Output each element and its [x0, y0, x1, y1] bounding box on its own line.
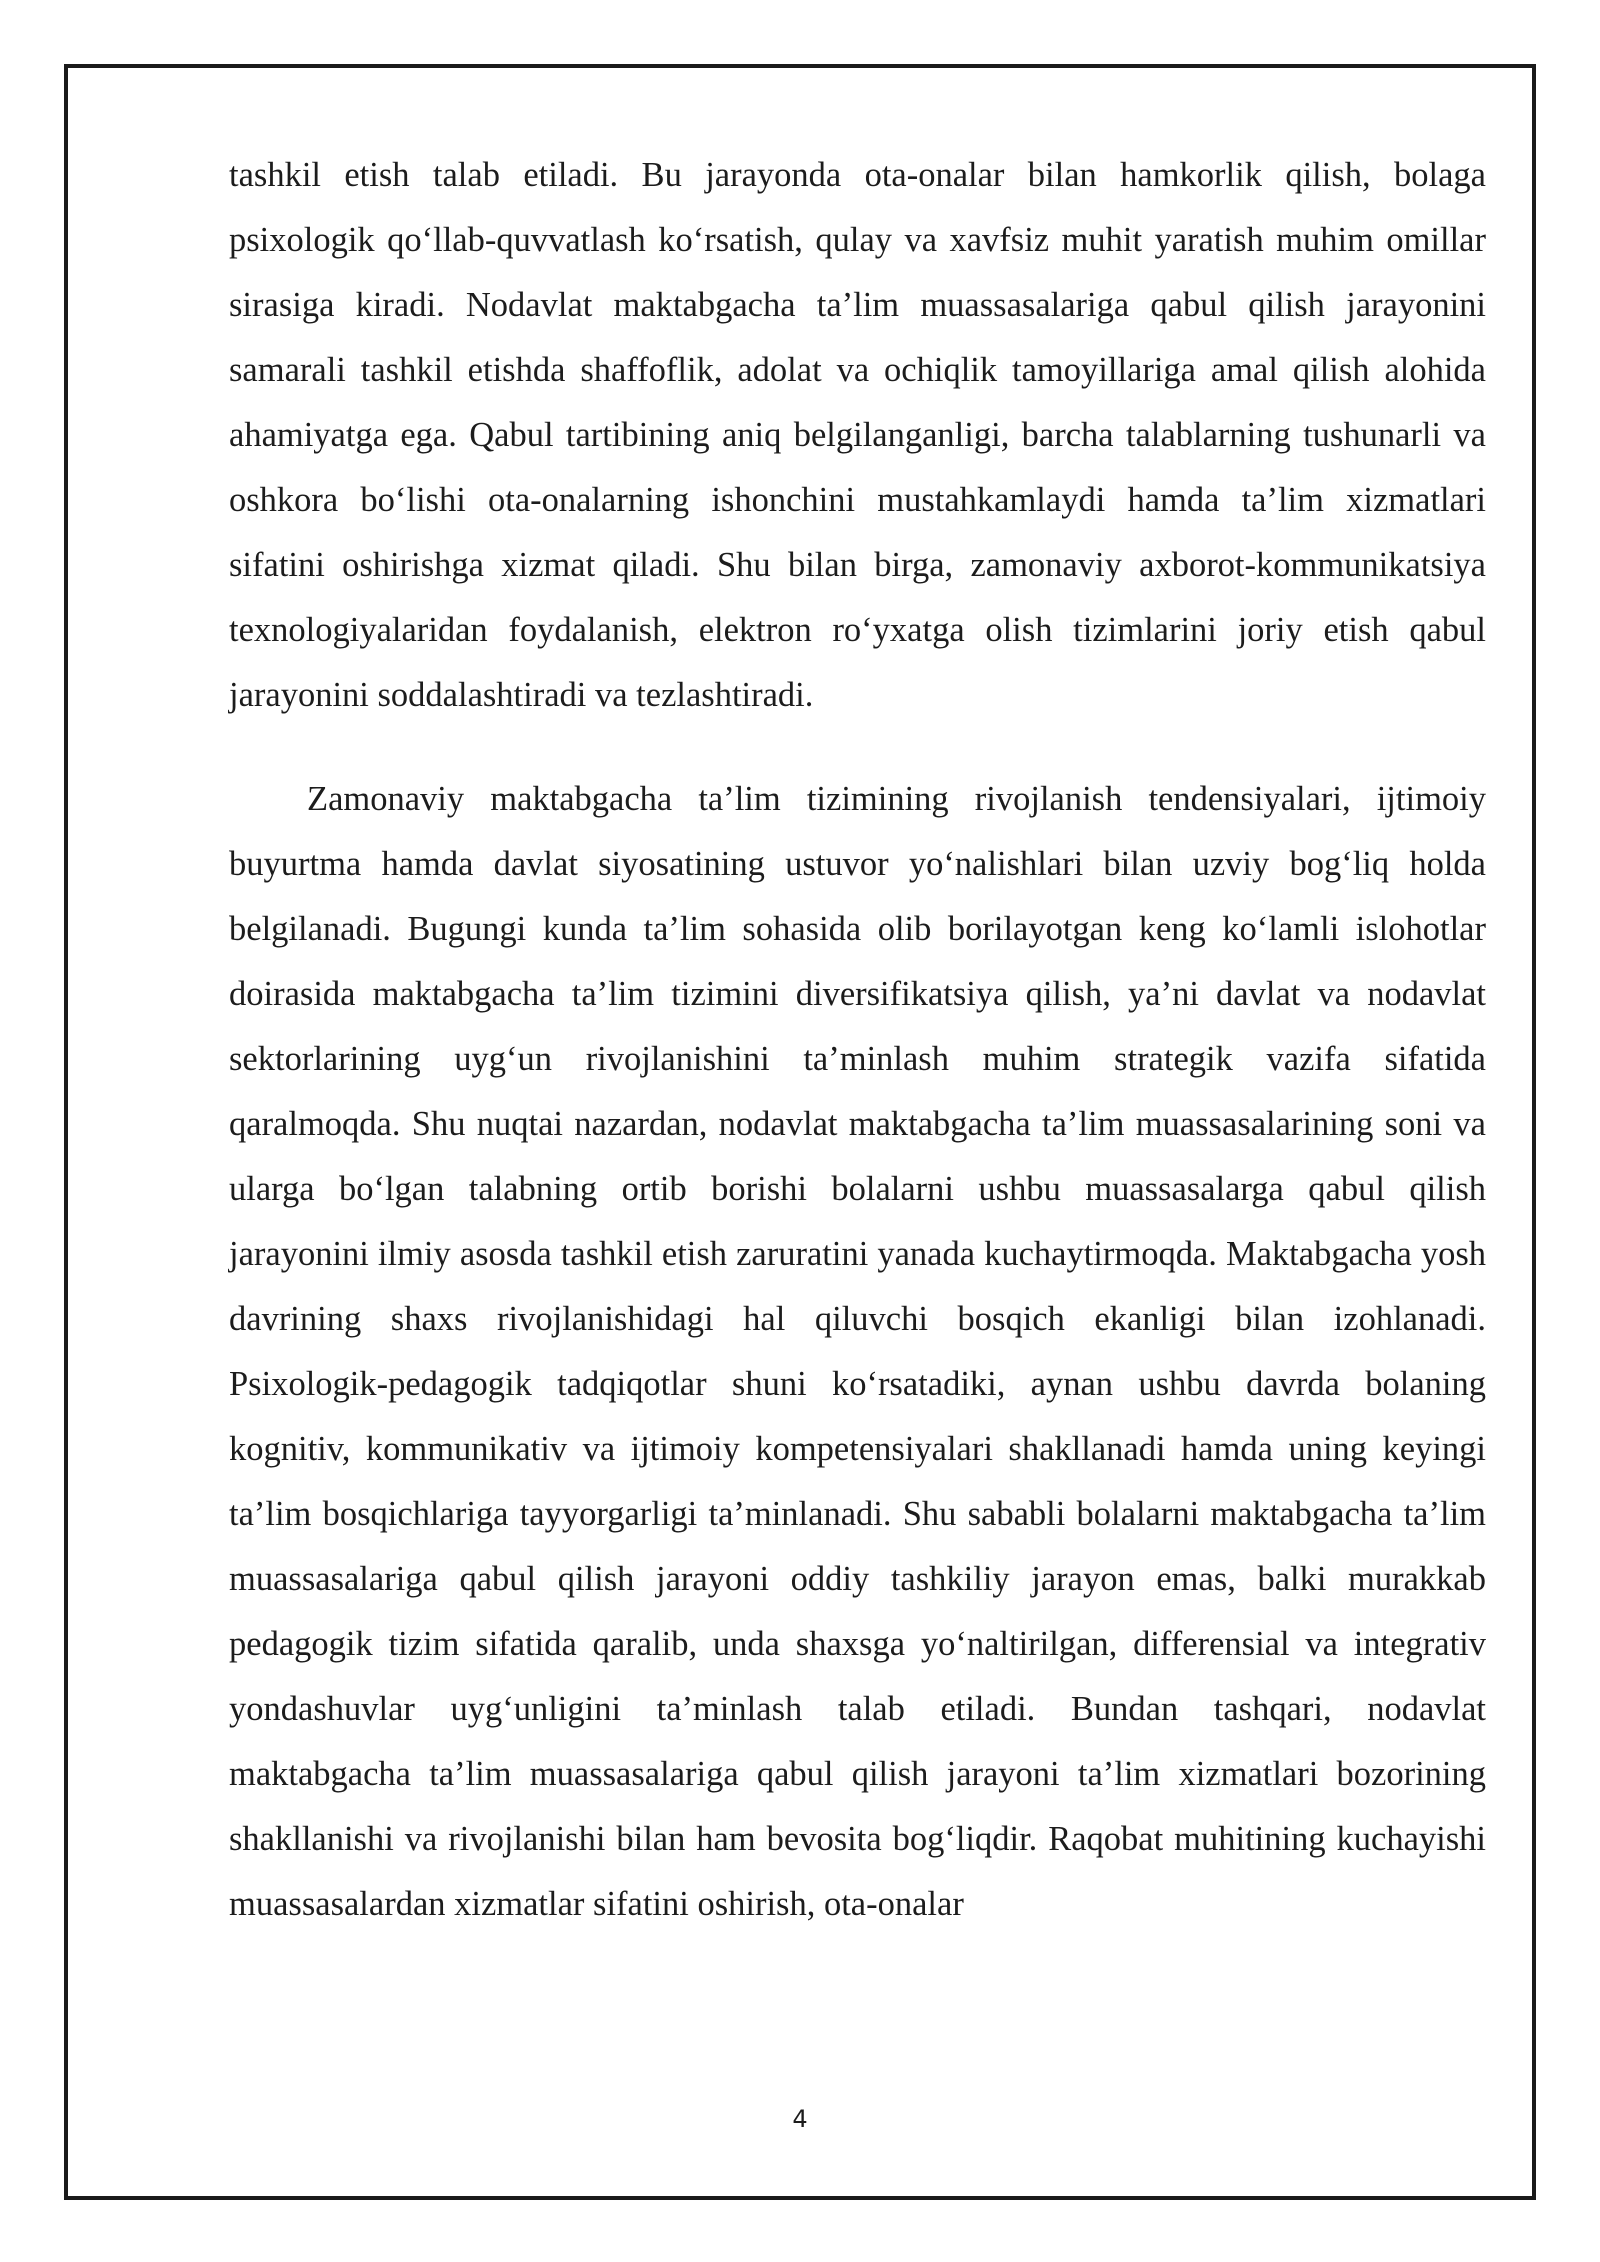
page-number: 4	[792, 2105, 808, 2133]
document-body	[229, 143, 1486, 1937]
paragraph: Zamonaviy maktabgacha ta’lim tizimining rivojlanish tendensiyalari, ijtimoiy buyurtma hamda davlat siyosatining ustuvor yo‘nalishlari bilan uzviy bog‘liq holda belgilanadi. Bugungi kunda ta’lim sohasida olib borilayotgan keng ko‘lamli islohotlar doirasida maktabgacha ta’lim tizimini diversifikatsiya qilish, ya’ni davlat va nodavlat sektorlarining uyg‘un rivojlanishini ta’minlash muhim strategik vazifa sifatida qaralmoqda. Shu nuqtai nazardan, nodavlat maktabgacha ta’lim muassasalarining soni va ularga bo‘lgan talabning ortib borishi bolalarni ushbu muassasalarga qabul qilish jarayonini ilmiy asosda tashkil etish zaruratini yanada kuchaytirmoqda. Maktabgacha yosh davrining shaxs rivojlanishidagi hal qiluvchi bosqich ekanligi bilan izohlanadi. Psixologik-pedagogik tadqiqotlar shuni ko‘rsatadiki, aynan ushbu davrda bolaning kognitiv, kommunikativ va ijtimoiy kompetensiyalari shakllanadi hamda uning keyingi ta’lim bosqichlariga tayyorgarligi ta’minlanadi. Shu sababli bolalarni maktabgacha ta’lim muassasalariga qabul qilish jarayoni oddiy tashkiliy jarayon emas, balki murakkab pedagogik tizim sifatida qaralib, unda shaxsga yo‘naltirilgan, differensial va integrativ yondashuvlar uyg‘unligini ta’minlash talab etiladi. Bundan tashqari, nodavlat maktabgacha ta’lim muassasalariga qabul qilish jarayoni ta’lim xizmatlari bozorining shakllanishi va rivojlanishi bilan ham bevosita bog‘liqdir. Raqobat muhitining kuchayishi muassasalardan xizmatlar sifatini oshirish, ota-onalar	[229, 780, 1486, 1923]
paragraph-continuation: tashkil etish talab etiladi. Bu jarayonda ota-onalar bilan hamkorlik qilish, bolaga psixologik qo‘llab-quvvatlash ko‘rsatish, qulay va xavfsiz muhit yaratish muhim omillar sirasiga kiradi. Nodavlat maktabgacha ta’lim muassasalariga qabul qilish jarayonini samarali tashkil etishda shaffoflik, adolat va ochiqlik tamoyillariga amal qilish alohida ahamiyatga ega. Qabul tartibining aniq belgilanganligi, barcha talablarning tushunarli va oshkora bo‘lishi ota-onalarning ishonchini mustahkamlaydi hamda ta’lim xizmatlari sifatini oshirishga xizmat qiladi. Shu bilan birga, zamonaviy axborot-kommunikatsiya texnologiyalaridan foydalanish, elektron ro‘yxatga olish tizimlarini joriy etish qabul jarayonini soddalashtiradi va tezlashtiradi.	[229, 156, 1486, 714]
